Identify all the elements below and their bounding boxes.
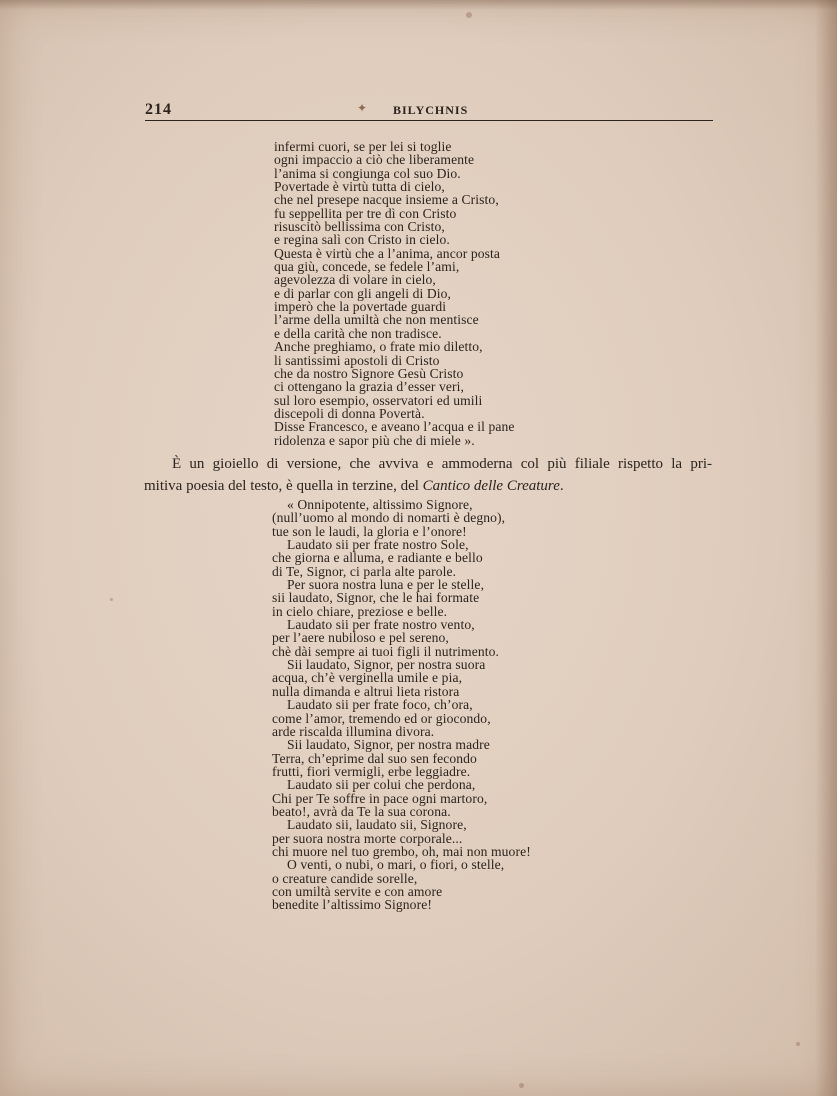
verse-line: come l’amor, tremendo ed or giocondo, <box>272 710 491 726</box>
verse-line: che da nostro Signore Gesù Cristo <box>274 365 464 381</box>
verse-line: Laudato sii per colui che perdona, <box>287 777 476 793</box>
header-rule <box>145 120 713 121</box>
verse-line: tue son le laudi, la gloria e l’onore! <box>272 523 467 539</box>
verse-line: O venti, o nubi, o mari, o fiori, o stelle, <box>287 857 505 873</box>
verse-line: per suora nostra morte corporale... <box>272 830 463 846</box>
verse-line: li santissimi apostoli di Cristo <box>274 352 440 368</box>
page-header <box>145 101 713 121</box>
verse-line: frutti, fiori vermigli, erbe leggiadre. <box>272 763 471 779</box>
ornament-icon: ✦ <box>357 101 368 115</box>
verse-line: arde riscalda illumina divora. <box>272 723 435 739</box>
prose-line: È un gioiello di versione, che avviva e ammoderna col più filiale rispetto la pri- <box>172 456 712 472</box>
verse-line: agevolezza di volare in cielo, <box>274 272 436 288</box>
running-title: BILYCHNIS <box>393 103 469 117</box>
verse-line: l’arme della umiltà che non mentisce <box>274 312 479 328</box>
prose-text: . <box>559 478 564 494</box>
foxing-spot <box>466 12 472 18</box>
verse-line: Disse Francesco, e aveano l’acqua e il pane <box>274 419 515 435</box>
verse-line: chi muore nel tuo grembo, oh, mai non muore! <box>272 843 531 859</box>
verse-line: imperò che la povertade guardi <box>274 299 447 315</box>
verse-line: risuscitò bellissima con Cristo, <box>274 219 445 235</box>
verse-line: Terra, ch’eprime dal suo sen fecondo <box>272 750 477 766</box>
verse-block-top <box>274 140 604 447</box>
page-right-shadow <box>815 0 837 1096</box>
verse-line: benedite l’altissimo Signore! <box>272 897 432 913</box>
verse-line: Laudato sii per frate nostro Sole, <box>287 537 469 553</box>
verse-line: di Te, Signor, ci parla alte parole. <box>272 563 457 579</box>
verse-line: ogni impaccio a ciò che liberamente <box>274 152 475 168</box>
prose-line <box>144 475 712 497</box>
verse-line: sul loro esempio, osservatori ed umili <box>274 392 483 408</box>
prose-paragraph <box>144 453 712 497</box>
verse-line: Anche preghiamo, o frate mio diletto, <box>274 339 483 355</box>
verse-line: e della carità che non tradisce. <box>274 325 442 341</box>
verse-line: Laudato sii, laudato sii, Signore, <box>287 817 467 833</box>
verse-line: fu seppellita per tre dì con Cristo <box>274 205 457 221</box>
verse-line: chè dài sempre ai tuoi figli il nutrimento. <box>272 643 500 659</box>
verse-line: o creature candide sorelle, <box>272 870 418 886</box>
verse-line: Sii laudato, Signor, per nostra madre <box>287 737 490 753</box>
verse-line: Laudato sii per frate foco, ch’ora, <box>287 697 473 713</box>
verse-line: nulla dimanda e altrui lieta ristora <box>272 683 460 699</box>
verse-line: Questa è virtù che a l’anima, ancor posta <box>274 245 501 261</box>
page-top-shadow <box>0 0 837 10</box>
foxing-spot <box>519 1083 524 1088</box>
verse-line: che giorna e alluma, e radiante e bello <box>272 550 483 566</box>
verse-line: discepoli di donna Povertà. <box>274 405 425 421</box>
verse-line: l’anima si congiunga col suo Dio. <box>274 165 461 181</box>
foxing-spot <box>110 598 113 601</box>
verse-line: ridolenza e sapor più che di miele ». <box>274 432 475 448</box>
verse-line: Sii laudato, Signor, per nostra suora <box>287 657 486 673</box>
work-title: Cantico delle Creature <box>422 478 560 494</box>
verse-line: (null’uomo al mondo di nomarti è degno), <box>272 510 506 526</box>
verse-line: Chi per Te soffre in pace ogni martoro, <box>272 790 488 806</box>
verse-line: per l’aere nubiloso e pel sereno, <box>272 630 449 646</box>
foxing-spot <box>796 1042 800 1046</box>
verse-line: Per suora nostra luna e per le stelle, <box>287 577 485 593</box>
verse-line: infermi cuori, se per lei si toglie <box>274 139 452 154</box>
verse-line: « Onnipotente, altissimo Signore, <box>287 497 473 512</box>
verse-line: in cielo chiare, preziose e belle. <box>272 603 448 619</box>
verse-line: che nel presepe nacque insieme a Cristo, <box>274 192 499 208</box>
verse-line: ci ottengano la grazia d’esser veri, <box>274 379 465 395</box>
verse-line: Laudato sii per frate nostro vento, <box>287 617 475 633</box>
verse-line: beato!, avrà da Te la sua corona. <box>272 803 451 819</box>
verse-line: con umiltà servite e con amore <box>272 883 443 899</box>
page-number: 214 <box>145 101 172 118</box>
verse-block-cantico <box>272 498 602 912</box>
verse-line: e di parlar con gli angeli di Dio, <box>274 285 452 301</box>
verse-line: Povertade è virtù tutta di cielo, <box>274 179 445 195</box>
verse-line: qua giù, concede, se fedele l’ami, <box>274 259 460 275</box>
verse-line: sii laudato, Signor, che le hai formate <box>272 590 480 606</box>
verse-line: e regina salì con Cristo in cielo. <box>274 232 450 248</box>
prose-text: mitiva poesia del testo, è quella in terzine, del <box>144 478 423 494</box>
verse-line: acqua, ch’è verginella umile e pia, <box>272 670 463 686</box>
